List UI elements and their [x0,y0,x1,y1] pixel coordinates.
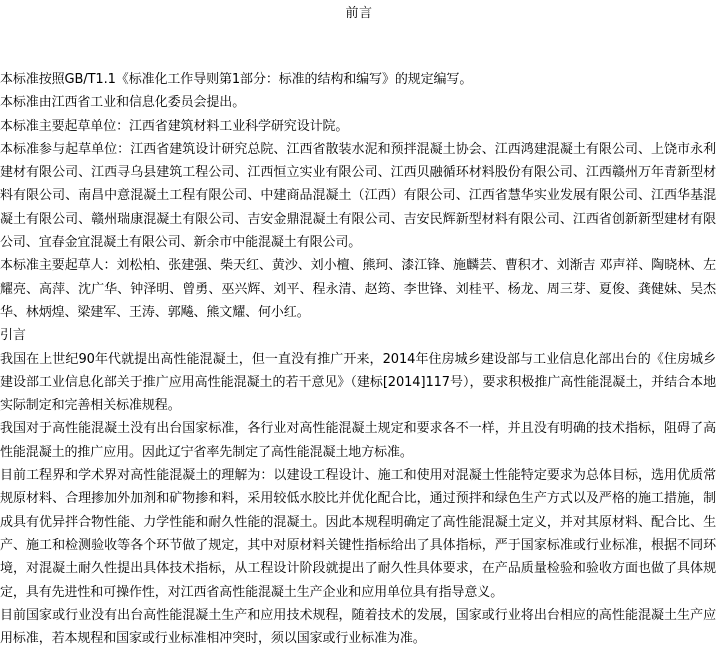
foreword-paragraph-2: 本标准由江西省工业和信息化委员会提出。 [0,95,246,111]
intro-paragraph-4: 目前国家或行业没有出台高性能混凝土生产和应用技术规程，随着技术的发展，国家或行业将出台相应的高性能混凝土生产应用标准，若本规程和国家或行业标准相冲突时，须以国家或行业标准为准。 [0,607,716,647]
intro-paragraph-3: 目前工程界和学术界对高性能混凝土的理解为：以建设工程设计、施工和使用对混凝土性能特定要求为总体目标，选用优质常规原材料、合理掺加外加剂和矿物掺和料，采用较低水胶比并优化配合比，通过预拌和绿色生产方式以及严格的施工措施，制成具有优异拌合物性能、力学性能和耐久性能的混凝土。因此本规程明确定了高性能混凝土定义，并对其原材料、配合比、生产、施工和检测验收等各个环节做了规定，其中对原材料关键性指标给出了具体指标，严于国家标准或行业标准，根据不同环境，对混凝土耐久性提出具体技术指标，从工程设计阶段就提出了耐久性具体要求，在产品质量检验和验收方面也做了具体规定，具有先进性和可操作性，对江西省高性能混凝土生产企业和应用单位具有指导意义。 [0,468,716,600]
intro-heading: 引言 [0,328,26,344]
foreword-paragraph-4: 本标准参与起草单位：江西省建筑设计研究总院、江西省散装水泥和预拌混凝土协会、江西鸿建混凝土有限公司、上饶市永利建材有限公司、江西寻乌县建筑工程公司、江西恒立实业有限公司、江西贝融循环材料股份有限公司、江西赣州万年青新型材料有限公司、南昌中意混凝土工程有限公司、中建商品混凝土（江西）有限公司、江西省慧华实业发展有限公司、江西华基混凝土有限公司、赣州瑞康混凝土有限公司、吉安金鼎混凝土有限公司、吉安民辉新型材料有限公司、江西省创新新型建材有限公司、宜春金宜混凝土有限公司、新余市中能混凝土有限公司。 [0,141,716,251]
foreword-paragraph-3: 本标准主要起草单位：江西省建筑材料工业科学研究设计院。 [0,118,349,134]
document-body [0,68,718,650]
intro-paragraph-1: 我国在上世纪90年代就提出高性能混凝土，但一直没有推广开来，2014年住房城乡建设部与工业信息化部出台的《住房城乡建设部工业信息化部关于推广应用高性能混凝土的若干意见》（建标[2014]117号），要求积极推广高性能混凝土，并结合本地实际制定和完善相关标准规程。 [0,351,716,414]
foreword-paragraph-5: 本标准主要起草人：刘松柏、张建强、柴天红、黄沙、刘小檀、熊珂、漆江锋、施麟芸、曹积才、刘渐吉 邓声祥、陶晓林、左耀亮、高萍、沈广华、钟泽明、曾勇、巫兴辉、刘平、程永清、赵筠、李世锋、刘桂平、杨龙、周三芽、夏俊、龚健妹、吴杰华、林炳煌、梁建军、王涛、郭飚、熊文耀、何小红。 [0,258,716,320]
page-title: 前言 [345,6,373,21]
foreword-paragraph-1: 本标准按照GB/T1.1《标准化工作导则第1部分：标准的结构和编写》的规定编写。 [0,72,473,87]
intro-paragraph-2: 我国对于高性能混凝土没有出台国家标准，各行业对高性能混凝土规定和要求各不一样，并且没有明确的技术指标，阻碍了高性能混凝土的推广应用。因此辽宁省率先制定了高性能混凝土地方标准。 [0,421,716,460]
